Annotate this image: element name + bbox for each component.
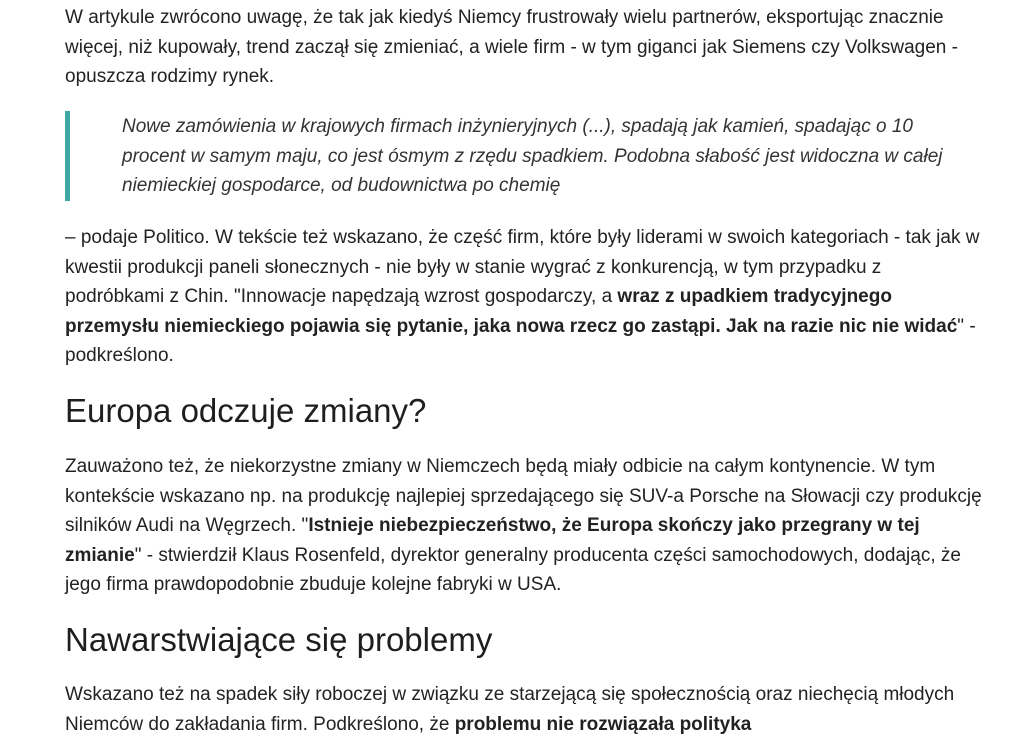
bold-emphasis: problemu nie rozwiązała polityka: [454, 713, 752, 735]
quote-text: Nowe zamówienia w krajowych firmach inżynieryjnych (...), spadają jak kamień, spadając o 10 procent w samym maju, co jest ósmym z rzędu spadkiem. Podobna słabość jest widoczna w całej niemieckiej gospodarce, od budownictwa po chemię: [122, 116, 943, 197]
paragraph-text: Wskazano też na spadek siły roboczej w związku ze starzejącą się społecznością oraz niechęcią młodych Niemców do zakładania firm. Podkreślono, że: [65, 684, 955, 735]
paragraph-text: " - podkreślono.: [65, 315, 976, 367]
section-heading-problemy: Nawarstwiające się problemy: [65, 621, 493, 658]
paragraph-europa: [65, 452, 985, 600]
bold-emphasis: wraz z upadkiem tradycyjnego przemysłu niemieckiego pojawia się pytanie, jaka nowa rzecz go zastąpi. Jak na razie nic nie widać: [65, 286, 958, 337]
paragraph-problemy: [65, 680, 985, 739]
paragraph-text: " - stwierdził Klaus Rosenfeld, dyrektor generalny producenta części samochodowych, dodając, że jego firma prawdopodobnie zbuduje kolejne fabryki w USA.: [65, 544, 961, 596]
section-heading-europa: Europa odczuje zmiany?: [65, 392, 427, 429]
paragraph-politico: [65, 223, 985, 371]
paragraph-text: – podaje Politico. W tekście też wskazano, że część firm, które były liderami w swoich kategoriach - tak jak w kwestii produkcji paneli słonecznych - nie były w stanie wygrać z konkurencją, w tym przypadku z podróbkami z Chin. "Innowacje napędzają wzrost gospodarczy, a: [65, 227, 980, 308]
paragraph-intro: W artykule zwrócono uwagę, że tak jak kiedyś Niemcy frustrowały wielu partnerów, eksportując znacznie więcej, niż kupowały, trend zaczął się zmieniać, a wiele firm - w tym giganci jak Siemens czy Volkswagen - opuszcza rodzimy rynek.: [65, 7, 958, 88]
bold-emphasis: Istnieje niebezpieczeństwo, że Europa skończy jako przegrany w tej zmianie: [65, 515, 920, 566]
blockquote: [65, 111, 970, 201]
paragraph-text: Zauważono też, że niekorzystne zmiany w Niemczech będą miały odbicie na całym kontynencie. W tym kontekście wskazano np. na produkcję najlepiej sprzedającego się SUV-a Porsche na Słowacji czy produkcję silników Audi na Węgrzech. ": [65, 456, 982, 537]
